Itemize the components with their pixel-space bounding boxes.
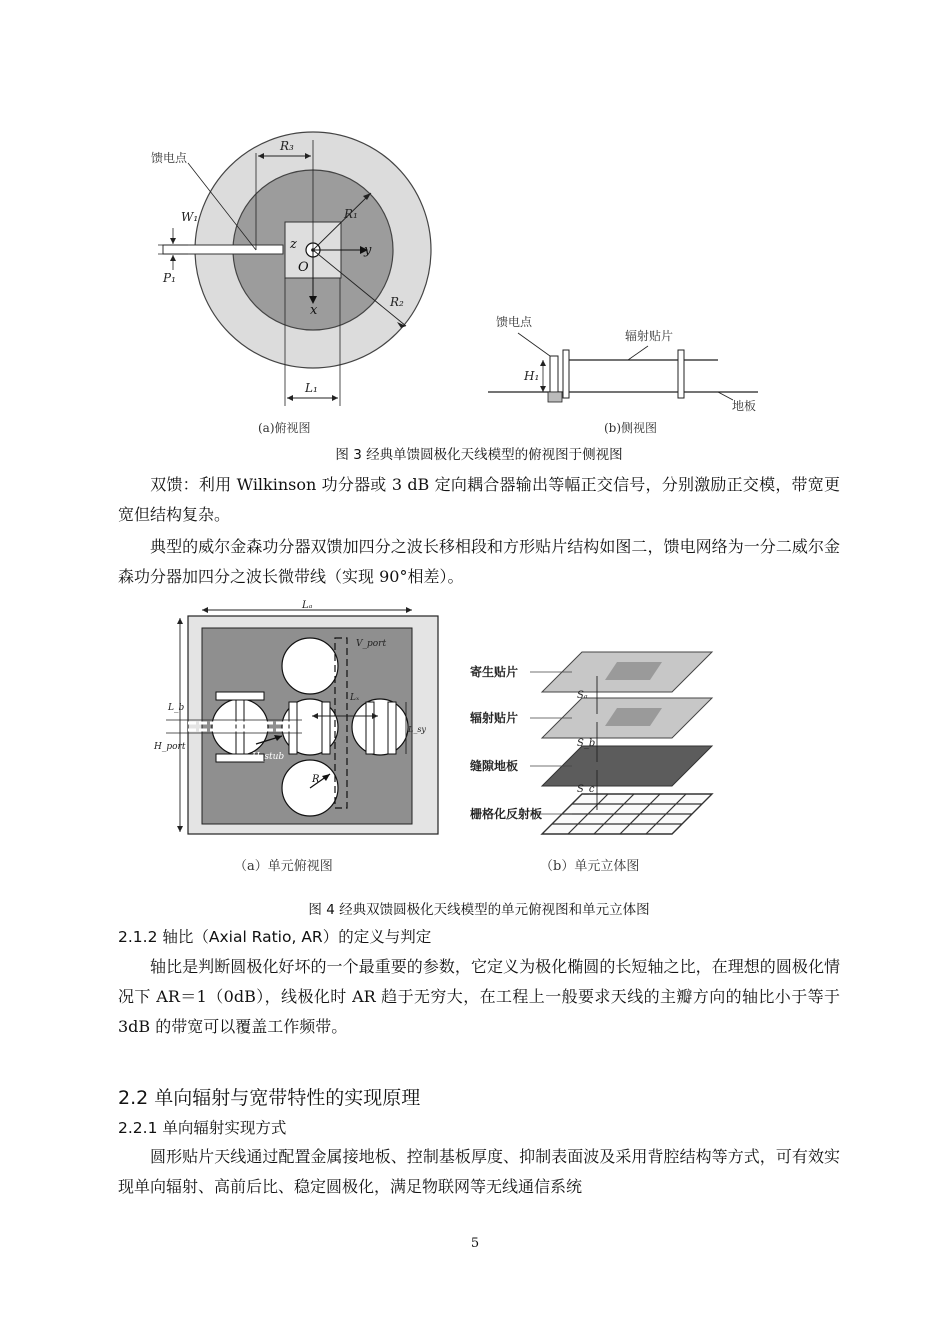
hole-top: [282, 638, 338, 694]
layer-parasitic-label: 寄生贴片: [470, 665, 519, 679]
label-R3: R₃: [280, 139, 294, 153]
label-x: x: [310, 303, 318, 318]
paragraph-3-text: 轴比是判断圆极化好坏的一个最重要的参数，它定义为极化椭圆的长短轴之比，在理想的圆极化情况下 AR＝1（0dB），线极化时 AR 趋于无穷大，在工程上一般要求天线的主瓣方向的轴比小于等于 3dB 的带宽可以覆盖工作频带。: [118, 957, 840, 1036]
connector-block: [548, 392, 562, 402]
label-Vport: V_port: [356, 639, 387, 649]
paragraph-4: [118, 1142, 840, 1202]
label-Hstub: H_stub: [252, 752, 285, 762]
unit-3d-subcaption: （b）单元立体图: [540, 859, 640, 874]
paragraph-4-text: 圆形贴片天线通过配置金属接地板、控制基板厚度、抑制表面波及采用背腔结构等方式，可有效实现单向辐射、高前后比、稳定圆极化，满足物联网等无线通信系统: [118, 1147, 840, 1196]
label-Lb: L_b: [168, 703, 185, 713]
label-W1: W₁: [181, 210, 199, 224]
gap-Sb: S_b: [577, 738, 596, 749]
label-R: R: [312, 774, 320, 785]
top-feed-point-label: 馈电点: [151, 151, 188, 165]
layer-radiating-label: 辐射贴片: [470, 711, 519, 725]
section-2-1-2-heading: 2.1.2 轴比（Axial Ratio, AR）的定义与判定: [118, 928, 432, 946]
paragraph-2-text: 典型的威尔金森功分器双馈加四分之波长移相段和方形贴片结构如图二，馈电网络为一分二威尔金森功分器加四分之波长微带线（实现 90°相差）。: [118, 537, 840, 586]
label-R2: R₂: [390, 295, 404, 309]
label-z: z: [290, 237, 297, 252]
side-feed-point-label: 馈电点: [496, 315, 533, 329]
page-number: 5: [470, 1236, 480, 1251]
top-view-subcaption: (a)俯视图: [258, 421, 311, 435]
section-2-2-1-heading: 2.2.1 单向辐射实现方式: [118, 1119, 287, 1137]
paragraph-3: [118, 952, 840, 1042]
paragraph-1-text: 双馈：利用 Wilkinson 功分器或 3 dB 定向耦合器输出等幅正交信号，分别激励正交模，带宽更宽但结构复杂。: [118, 475, 840, 524]
hole-right: [352, 699, 408, 755]
label-L1: L₁: [305, 381, 318, 395]
paragraph-1: [118, 458, 840, 530]
section-2-2-heading: 2.2 单向辐射与宽带特性的实现原理: [118, 1087, 421, 1109]
radiating-patch-label: 辐射贴片: [625, 329, 674, 343]
label-Lsy: L_sy: [408, 725, 426, 734]
ground-label: 地板: [732, 399, 757, 413]
label-y: y: [364, 243, 372, 258]
side-view-subcaption: (b)侧视图: [604, 421, 658, 435]
figure-4-caption: 图 4 经典双馈圆极化天线模型的单元俯视图和单元立体图: [308, 902, 650, 918]
label-Lx: Lₓ: [350, 693, 360, 703]
paragraph-2: [118, 522, 840, 592]
figure-3: [118, 128, 840, 438]
gap-Sc: S_c: [577, 784, 595, 795]
left-support: [563, 350, 569, 398]
label-O: O: [298, 260, 309, 275]
label-La: Lₐ: [302, 600, 313, 611]
unit-top-subcaption: （a）单元俯视图: [234, 859, 333, 874]
feed-line: [163, 245, 283, 254]
label-P1: P₁: [163, 271, 176, 285]
label-H1: H₁: [524, 369, 540, 383]
feed-probe: [550, 356, 558, 392]
gap-Sa: Sₐ: [577, 690, 588, 701]
layer-reflector-label: 栅格化反射板: [470, 807, 543, 821]
figure-4: [152, 600, 732, 878]
layer-slot-ground-label: 缝隙地板: [470, 759, 519, 773]
right-support: [678, 350, 684, 398]
figure-3-caption: 图 3 经典单馈圆极化天线模型的俯视图于侧视图: [335, 447, 623, 463]
label-R1: R₁: [344, 207, 358, 221]
label-Hport: H_port: [154, 742, 186, 752]
